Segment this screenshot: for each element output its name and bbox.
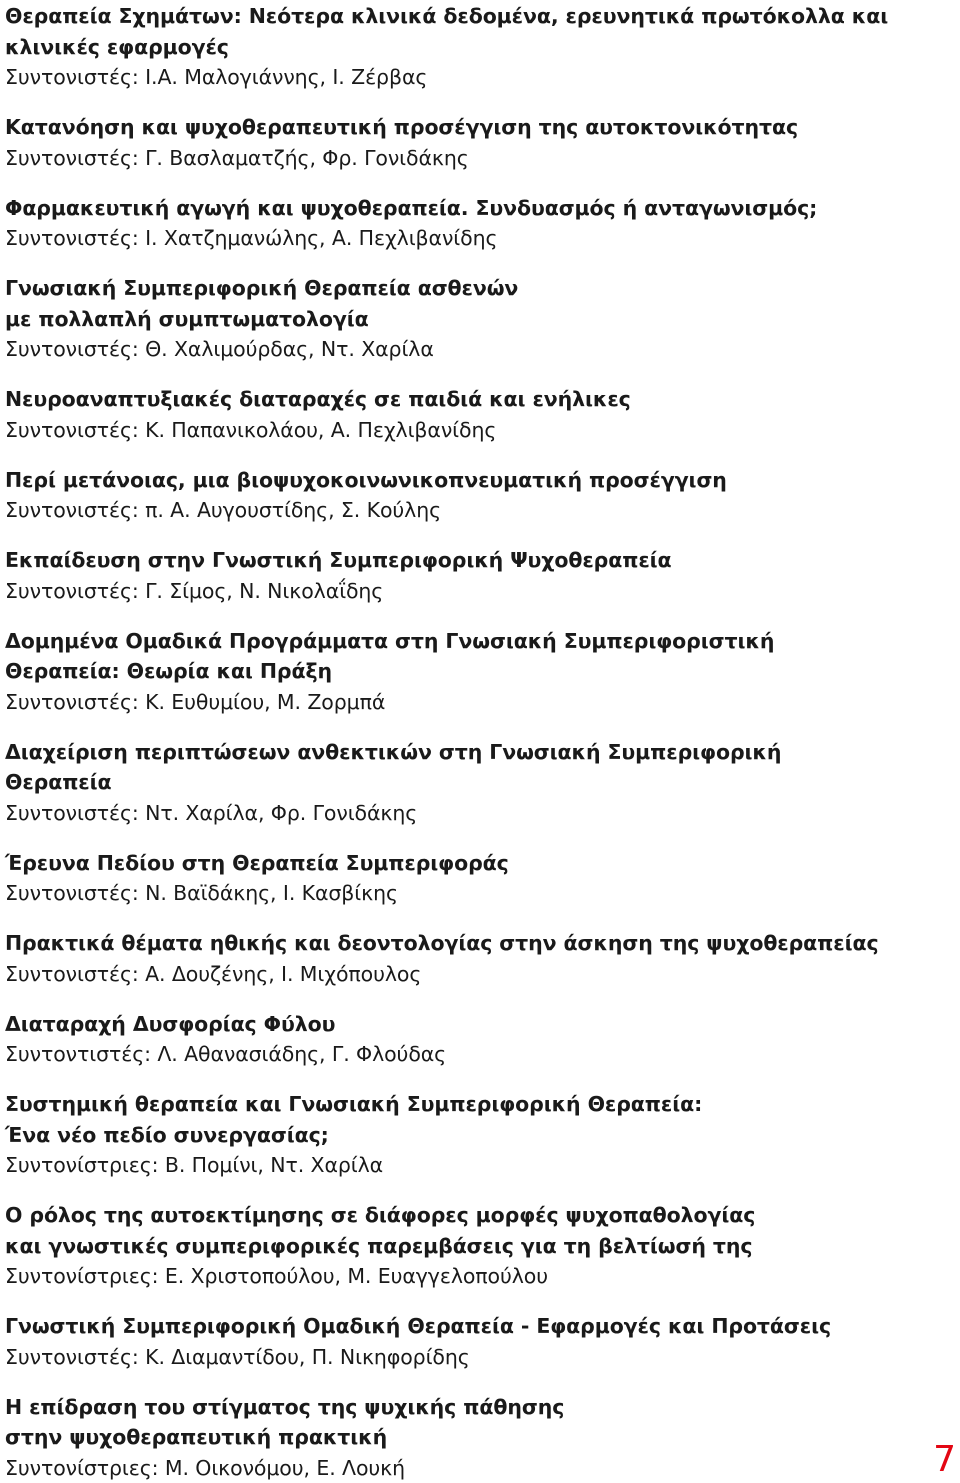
workshop-coordinators: Συντονιστές: π. Α. Αυγουστίδης, Σ. Κούλης [5,495,905,526]
workshop-coordinators: Συντονιστές: Γ. Σίμος, Ν. Νικολαΐδης [5,576,905,607]
workshop-title [5,928,905,959]
workshop-title [5,112,905,143]
entry-gap [5,1181,905,1201]
workshop-title-line: Νευροαναπτυξιακές διαταραχές σε παιδιά και ενήλικες [5,384,905,415]
workshop-title-line: Έρευνα Πεδίου στη Θεραπεία Συμπεριφοράς [5,848,905,879]
workshop-title-line: Πρακτικά θέματα ηθικής και δεοντολογίας στην άσκηση της ψυχοθεραπείας [5,928,905,959]
workshop-coordinators: Συντονιστές: Κ. Ευθυμίου, Μ. Ζορμπά [5,687,905,718]
workshop-title [5,1,905,62]
workshop-title [5,193,905,224]
entry-gap [5,989,905,1009]
workshop-coordinators: Συντονιστές: Γ. Βασλαματζής, Φρ. Γονιδάκης [5,143,905,174]
workshop-entry [5,737,905,829]
workshop-coordinators: Συντονιστές: Κ. Διαμαντίδου, Π. Νικηφορίδης [5,1342,905,1373]
workshop-coordinators: Συντονιστές: Ν. Βαϊδάκης, Ι. Κασβίκης [5,878,905,909]
workshop-title-line: Θεραπεία: Θεωρία και Πράξη [5,656,905,687]
workshop-title [5,545,905,576]
workshop-coordinators: Συντονιστές: Ντ. Χαρίλα, Φρ. Γονιδάκης [5,798,905,829]
workshop-title-line: κλινικές εφαρμογές [5,32,905,63]
page-number: 7 [933,1440,956,1480]
entry-gap [5,606,905,626]
workshop-title-line: Περί μετάνοιας, μια βιοψυχοκοινωνικοπνευματική προσέγγιση [5,465,905,496]
workshop-title-line: Γνωσιακή Συμπεριφορική Θεραπεία ασθενών [5,273,905,304]
workshop-title [5,1392,905,1453]
workshop-entry [5,928,905,989]
workshop-title-line: Θεραπεία Σχημάτων: Νεότερα κλινικά δεδομένα, ερευνητικά πρωτόκολλα και [5,1,905,32]
workshop-title [5,737,905,798]
workshop-coordinators: Συντονιστές: Ι.Α. Μαλογιάννης, Ι. Ζέρβας [5,62,905,93]
entry-gap [5,526,905,546]
workshop-title [5,1200,905,1261]
workshop-title [5,848,905,879]
workshop-coordinators: Συντονίστριες: Ε. Χριστοπούλου, Μ. Ευαγγελοπούλου [5,1261,905,1292]
workshop-title [5,273,905,334]
workshop-entry [5,112,905,173]
workshop-title-line: Εκπαίδευση στην Γνωστική Συμπεριφορική Ψυχοθεραπεία [5,545,905,576]
workshop-entry [5,1,905,93]
entry-gap [5,445,905,465]
workshop-coordinators: Συντονιστές: Ι. Χατζημανώλης, Α. Πεχλιβανίδης [5,223,905,254]
workshop-title [5,384,905,415]
workshop-entry [5,193,905,254]
workshop-coordinators: Συντονίστριες: Β. Πομίνι, Ντ. Χαρίλα [5,1150,905,1181]
workshop-entry [5,384,905,445]
workshop-title-line: Ο ρόλος της αυτοεκτίμησης σε διάφορες μορφές ψυχοπαθολογίας [5,1200,905,1231]
workshop-entry [5,1392,905,1483]
workshop-list [5,1,905,1483]
workshop-title [5,626,905,687]
workshop-entry [5,1200,905,1292]
entry-gap [5,1372,905,1392]
workshop-title-line: Διαχείριση περιπτώσεων ανθεκτικών στη Γνωσιακή Συμπεριφορική [5,737,905,768]
workshop-coordinators: Συντονιστές: Α. Δουζένης, Ι. Μιχόπουλος [5,959,905,990]
workshop-entry [5,626,905,718]
entry-gap [5,93,905,113]
workshop-entry [5,465,905,526]
workshop-entry [5,848,905,909]
workshop-coordinators: Συντονιστές: Θ. Χαλιμούρδας, Ντ. Χαρίλα [5,334,905,365]
workshop-title-line: και γνωστικές συμπεριφορικές παρεμβάσεις για τη βελτίωσή της [5,1231,905,1262]
workshop-entry [5,1089,905,1181]
workshop-title-line: Γνωστική Συμπεριφορική Ομαδική Θεραπεία - Εφαρμογές και Προτάσεις [5,1311,905,1342]
workshop-title-line: Θεραπεία [5,767,905,798]
entry-gap [5,717,905,737]
entry-gap [5,1070,905,1090]
workshop-title [5,465,905,496]
entry-gap [5,1292,905,1312]
workshop-entry [5,1311,905,1372]
workshop-title [5,1089,905,1150]
workshop-coordinators: Συντοντιστές: Λ. Αθανασιάδης, Γ. Φλούδας [5,1039,905,1070]
workshop-title-line: Φαρμακευτική αγωγή και ψυχοθεραπεία. Συνδυασμός ή ανταγωνισμός; [5,193,905,224]
entry-gap [5,365,905,385]
entry-gap [5,254,905,274]
workshop-title-line: Η επίδραση του στίγματος της ψυχικής πάθησης [5,1392,905,1423]
workshop-title [5,1311,905,1342]
entry-gap [5,909,905,929]
entry-gap [5,173,905,193]
workshop-title-line: Δομημένα Ομαδικά Προγράμματα στη Γνωσιακή Συμπεριφοριστική [5,626,905,657]
workshop-entry [5,273,905,365]
workshop-title-line: Διαταραχή Δυσφορίας Φύλου [5,1009,905,1040]
workshop-title-line: με πολλαπλή συμπτωματολογία [5,304,905,335]
workshop-title [5,1009,905,1040]
workshop-title-line: στην ψυχοθεραπευτική πρακτική [5,1422,905,1453]
workshop-title-line: Κατανόηση και ψυχοθεραπευτική προσέγγιση της αυτοκτονικότητας [5,112,905,143]
entry-gap [5,828,905,848]
workshop-coordinators: Συντονίστριες: Μ. Οικονόμου, Ε. Λουκή [5,1453,905,1483]
workshop-title-line: Συστημική θεραπεία και Γνωσιακή Συμπεριφορική Θεραπεία: [5,1089,905,1120]
workshop-title-line: Ένα νέο πεδίο συνεργασίας; [5,1120,905,1151]
workshop-coordinators: Συντονιστές: Κ. Παπανικολάου, Α. Πεχλιβανίδης [5,415,905,446]
workshop-entry [5,545,905,606]
workshop-entry [5,1009,905,1070]
